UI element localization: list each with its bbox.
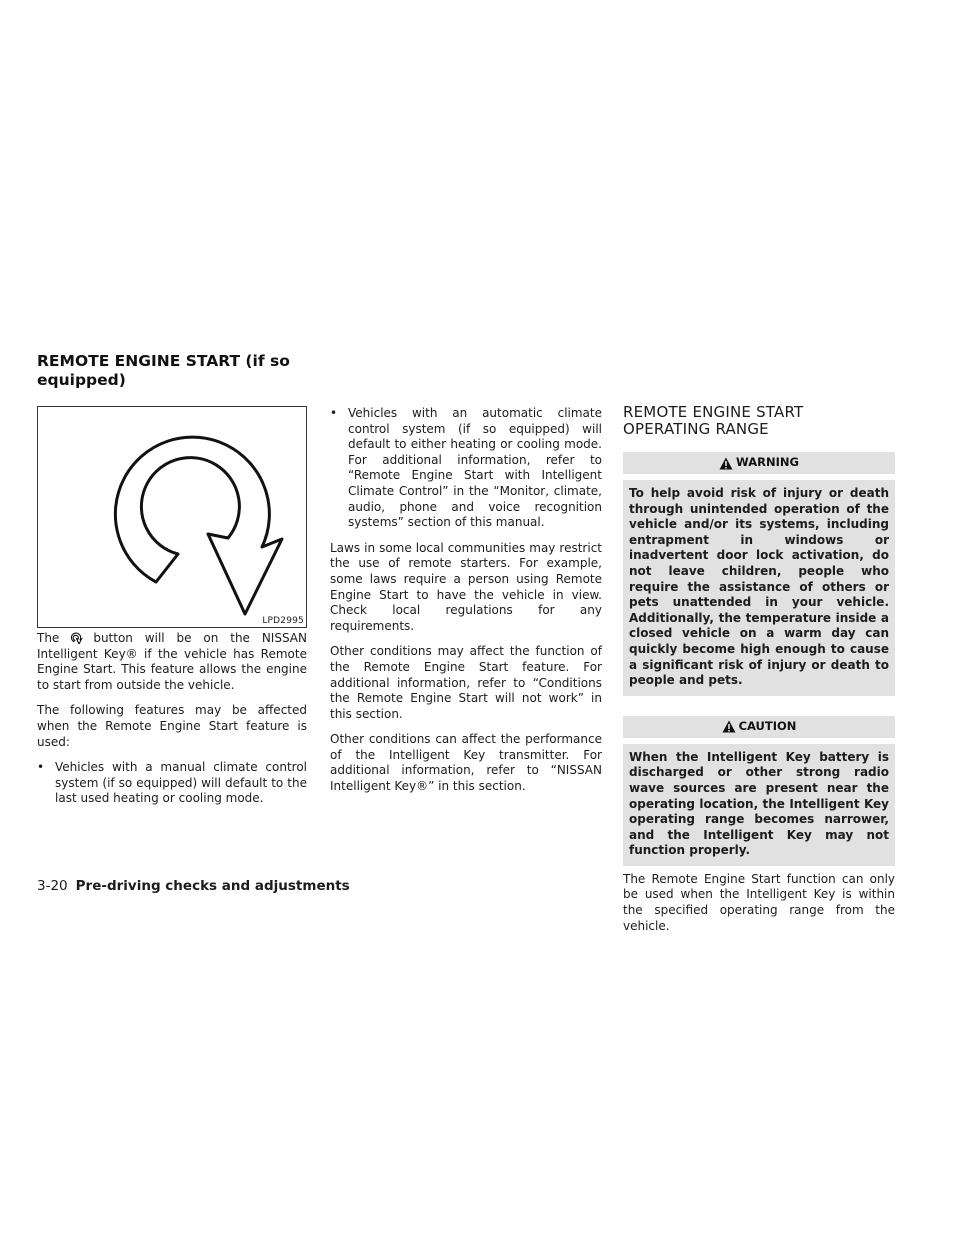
intro-paragraph — [37, 631, 307, 693]
warning-text: To help avoid risk of injury or death through unintended operation of the vehicle and/or its systems, including entrapment in windows or inadvertent door lock activation, do not leave children, people who require the assistance of others or pets unattended in your vehicle. Additionally, the temperature inside a closed vehicle on a warm day can quickly become high enough to cause a significant risk of injury or death to people and pets. — [623, 480, 895, 696]
subhead-line1: REMOTE ENGINE START — [623, 403, 804, 421]
page-footer — [37, 878, 350, 894]
column-2 — [330, 406, 602, 805]
bullet-text: Vehicles with a manual climate control system (if so equipped) will default to the last used heating or cooling mode. — [55, 760, 307, 806]
caution-triangle-icon — [722, 720, 736, 733]
remote-start-arrow-icon — [38, 407, 306, 627]
warning-label: WARNING — [736, 455, 799, 470]
operating-range-paragraph: The Remote Engine Start function can only be used when the Intelligent Key is within the specified operating range from the vehicle. — [623, 871, 895, 933]
page-number: 3-20 — [37, 878, 68, 894]
operating-range-heading — [623, 404, 895, 438]
figure-code: LPD2995 — [262, 616, 304, 626]
section-title-line1: REMOTE ENGINE START (if so — [37, 352, 290, 370]
caution-label: CAUTION — [738, 718, 797, 733]
intro-text-after: button will be on the NISSAN Intelligent Key® if the vehicle has Remote Engine Start. This feature allows the engine to start from outside the vehicle. — [37, 631, 307, 692]
caution-header — [623, 716, 895, 738]
bullet-text: Vehicles with an automatic climate control system (if so equipped) will default to either heating or cooling mode. For additional information, refer to “Remote Engine Start with Intelligent Climate Control” in the “Monitor, climate, audio, phone and voice recognition systems” section of this manual. — [348, 406, 602, 530]
chapter-title: Pre-driving checks and adjustments — [75, 878, 350, 894]
remote-start-icon — [59, 631, 93, 644]
list-item: • Vehicles with a manual climate control system (if so equipped) will default to the last used heating or cooling mode. — [37, 760, 307, 806]
column-3 — [623, 404, 895, 944]
caution-text: When the Intelligent Key battery is discharged or other strong radio wave sources are present near the operating location, the Intelligent Key operating range becomes narrower, and the Intelligent Key may not function properly. — [623, 744, 895, 866]
conditions-paragraph: Other conditions may affect the function of the Remote Engine Start feature. For additional information, refer to “Conditions the Remote Engine Start will not work” in this section. — [330, 644, 602, 721]
warning-header — [623, 452, 895, 474]
warning-triangle-icon — [719, 457, 733, 470]
subhead-line2: OPERATING RANGE — [623, 420, 769, 438]
section-title — [37, 352, 337, 390]
laws-paragraph: Laws in some local communities may restrict the use of remote starters. For example, some laws require a person using Remote Engine Start to have the vehicle in view. Check local regulations for any requirements. — [330, 540, 602, 633]
column-1 — [37, 631, 307, 817]
remote-start-figure — [37, 406, 307, 628]
section-title-line2: equipped) — [37, 371, 126, 389]
intro-text-before: The — [37, 631, 60, 645]
transmitter-paragraph: Other conditions can affect the performance of the Intelligent Key transmitter. For additional information, refer to “NISSAN Intelligent Key®” in this section. — [330, 732, 602, 794]
features-paragraph: The following features may be affected when the Remote Engine Start feature is used: — [37, 703, 307, 749]
list-item: • Vehicles with an automatic climate control system (if so equipped) will default to either heating or cooling mode. For additional information, refer to “Remote Engine Start with Intelligent Climate Control” in the “Monitor, climate, audio, phone and voice recognition systems” section of this manual. — [330, 406, 602, 530]
